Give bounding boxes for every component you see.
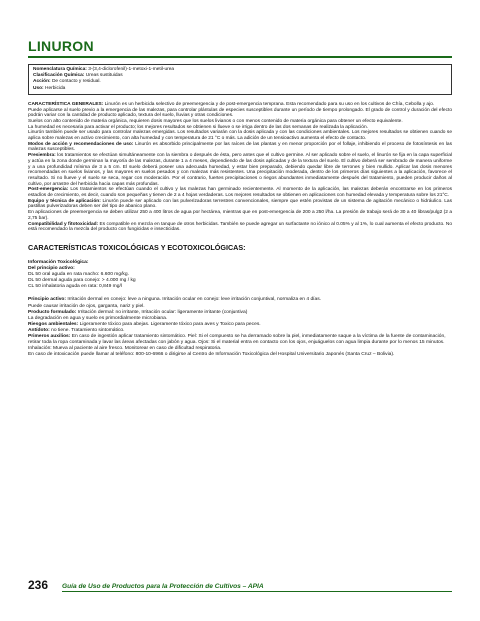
title-rule [28, 56, 452, 58]
producto-formulado-label: Producto formulado: [28, 309, 77, 315]
modo-paragraph [28, 142, 452, 153]
equipo-paragraph [28, 199, 452, 210]
principio-activo-extra: Puede causar irritación de ojos, garganta, nariz y piel. [28, 303, 145, 309]
uso-row [33, 86, 447, 92]
page-title: LINURON [28, 38, 94, 54]
uso-value: Herbicida [45, 85, 66, 91]
nomenclatura-label: Nomenclatura Química: [33, 67, 87, 72]
compat-paragraph [28, 222, 452, 233]
compat-label: Compatibilidad y fitotoxicidad: [28, 221, 99, 227]
degradacion-text: La degradación en agua y suelo es primordialmente microbiana. [28, 315, 168, 321]
producto-formulado-value: Irritación dermal: no irritante, Irritación ocular: ligeramente irritante (conjuntiva) [77, 309, 248, 315]
postemergencia-label: Post-emergencia: [28, 187, 69, 193]
general-p2: Puede aplicarse al suelo previo a la emergencia de las malezas, para controlar plántulas de especies susceptibles durante un período de tiempo prolongado. El grado de control y duración del efecto podrán variar con la cantidad de producto aplicado, textura del suelo, lluvias y otras condiciones. [28, 107, 452, 119]
general-p1: Linurón es un herbicida selectivo de preemergencia y de post-emergencia temprana. Esta recomendado para su uso en los cultivos de Chía, Cebolla y ajo. [104, 101, 435, 107]
clasificacion-value: Ureas sustituidas [85, 73, 123, 79]
tox-info-label-text: Información Toxicológica: [28, 259, 89, 265]
page-footer [28, 578, 452, 592]
page-number: 236 [28, 578, 49, 592]
presiembra-paragraph [28, 153, 452, 187]
uso-label: Uso: [33, 85, 44, 91]
postemergencia-value: Los tratamientos se efectúan cuando el cultivo y las malezas han germinado recientemente. Al momento de la aplicación, las malezas deberán encontrarse en los primeros estadíos de crecimiento, es decir, cuando son pequeñas y tienen de 2 a 4 hojas verdaderas. Los mejores resultados se obtienen en aplicaciones con humedad elevada y temperatura sobre los 21°C. [28, 187, 452, 199]
general-p3: Suelos con alto contenido de materia orgánica, requieren dosis mayores que los suelos livianos o con menos contenido de materia orgánica para obtener un efecto equivalente. [28, 118, 403, 124]
principio-activo-value: Irritación dermal en conejo: leve a ninguna. Irritación ocular en conejo: leve irritación conjuntival, normaliza en 4 días. [67, 297, 322, 303]
postemergencia-paragraph [28, 187, 452, 198]
equipo-label: Equipo y técnica de aplicación: [28, 198, 101, 204]
primeros-auxilios-label: Primeros auxilios: [28, 334, 71, 340]
cl50-inhalatoria: CL 50 inhalatoria aguda en rata: 0,849 mg/l [28, 284, 122, 290]
antidoto-label: Antídoto: [28, 327, 50, 333]
product-info-box [28, 64, 452, 95]
document-page [28, 18, 452, 358]
accion-label: Acción: [33, 79, 51, 85]
general-p5: Linurón también puede ser usado para controlar malezas emergidas. Los resultados variarán con la dosis aplicada y con las condiciones ambientales. Los mejores resultados se obtienen cuando se aplica sobre malezas en activo crecimiento, con alta humedad y con temperatura de 21 °C o más. La adición de un tensioactivo aumenta el efecto de contacto. [28, 130, 452, 142]
nomenclatura-value: 3-(3,4-diclorofenil)-1-metoxi-1-metil-urea [88, 67, 175, 72]
equipo-value: Linurón puede ser aplicado con las pulverizadoras terrestres convencionales, siempre que estén provistas de un sistema de agitación mecánico o hidráulico. Las pastillas pulverizadoras deben ser del tipo de abanico plano. [28, 198, 452, 210]
compat-value: Es compatible en mezcla en tanque de otros herbicidas. También se puede agregar un surfactante no iónico al 0.05% y al 1%, lo cual aumenta el efecto producto. No está recomendado la mezcla del producto con fungicidas e insecticidas. [28, 221, 452, 233]
general-heading: CARACTERÍSTICA GENERALES: [28, 101, 104, 107]
intoxicacion-text: En caso de intoxicación puede llamar al teléfono: 800-10-6966 o dirigirse al Centro de Información Toxicológica del Hospital Universitario Japonés (Santa Cruz – Bolivia). [28, 352, 395, 358]
general-intro [28, 102, 452, 108]
dl50-dermal: DL 50 dermal aguda para conejo: > 4.000 mg / kg [28, 278, 136, 284]
antidoto-value: no tiene. Tratamiento sintomático. [51, 327, 125, 333]
clasificacion-label: Clasificación Química: [33, 73, 85, 79]
presiembra-value: los tratamientos se efectúan simultáneamente con la siembra o después de ésta, pero antes que el cultivo germine. Al ser aplicado sobre el suelo, el linurón se fija en la capa superficial y actúa en la zona donde germinan la mayoría de las malezas, durante 1 a 4 meses, dependiendo de las dosis aplicadas y de la textura del suelo. El cultivo deberá ser sembrado de manera uniforme y a una profundidad mínima de 3 a 5 cm. El suelo deberá poseer una adecuada humedad, y estar bien preparado, debiendo quedar libre de terrones y bien mullido. Aplicar las dosis menores recomendadas en suelos livianos, y las mayores en suelos pesados y con malezas más resistentes. Una precipitación moderada, dentro de los primeros días siguientes a la aplicación, favorece el resultado. Si no llueve y el suelo se seca, regar con moderación. Por el contrario, fuertes precipitaciones o riegos abundantes inmediatamente después del tratamiento, pueden producir daños al cultivo, por arrastre del herbicida hacia capas más profundas. [28, 153, 452, 187]
tox-section [28, 260, 452, 358]
accion-value: De contacto y residual. [51, 79, 101, 85]
principio-activo-label: Principio activo: [28, 297, 67, 303]
dl50-oral: DL 50 oral aguda en rata macho: 6.600 mg/kg. [28, 272, 129, 278]
riesgos-value: Ligeramente tóxico para abejas. Ligeramente tóxico para aves y Toxico para peces. [79, 321, 261, 327]
tox-heading: CARACTERÍSTICAS TOXICOLÓGICAS Y ECOTOXICOLÓGICAS: [28, 242, 246, 252]
presiembra-label: Presiembra: [28, 153, 56, 159]
footer-title: Guía de Uso de Productos para la Protección de Cultivos – APIA [62, 583, 452, 592]
general-p4: La humedad es necesaria para activar el producto; los mejores resultados se obtienen si llueve o se irriga dentro de las dos semanas de realizada la aplicación. [28, 124, 368, 130]
modo-value: Linurón es absorbido principalmente por las raíces de las plantas y en menor proporción por el follaje, inhibiendo el proceso de fotosíntesis en las malezas susceptibles. [28, 141, 452, 153]
modo-label: Modos de acción y recomendaciones de uso: [28, 141, 134, 147]
general-p6: En aplicaciones de preemergencia se deben utilizar 250 a 400 litros de agua por hectárea, mientras que en post-emergencia de 200 a 250 l/ha. La presión de trabajo será de 30 a 40 libras/pulg2 (2 a 2,75 bar). [28, 210, 452, 221]
primeros-auxilios-value: En caso de ingestión aplicar tratamiento sintomático. Piel: Si el compuesto se ha derramado sobre la piel, inmediatamente saque a la víctima de la fuente de contaminación, retirar toda la ropa contaminada y lavar las áreas afectadas con jabón y agua. Ojos: Si el material entra en contacto con los ojos, enjuáguelos con agua limpia durante por lo menos 15 minutos. Inhalación: Mueva al paciente al aire fresco. Monitorear en caso de dificultad respiratoria. [28, 334, 446, 352]
general-section [28, 102, 452, 233]
riesgos-label: Riesgos ambientales: [28, 321, 79, 327]
primeros-auxilios-paragraph [28, 334, 452, 352]
tox-del-label-text: Del principio activo: [28, 266, 75, 272]
